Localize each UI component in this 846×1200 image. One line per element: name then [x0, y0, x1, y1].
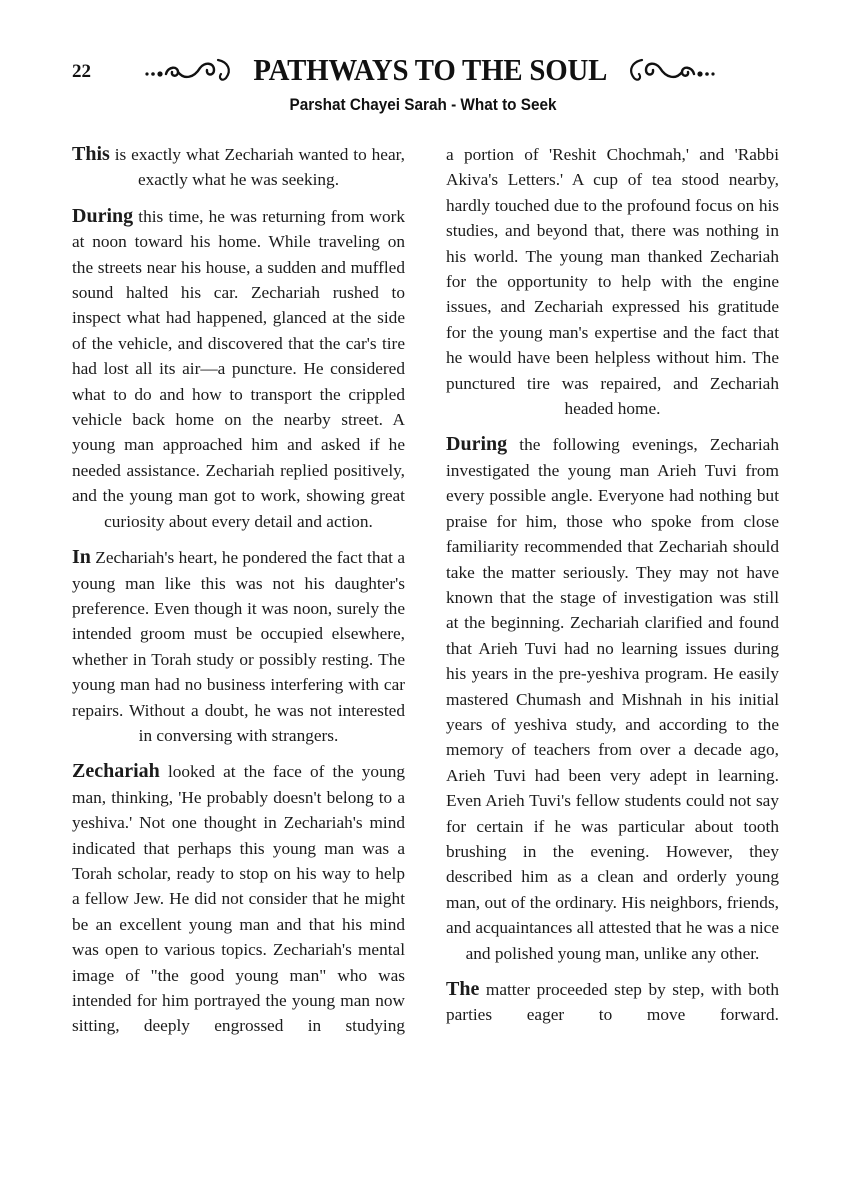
chapter-subtitle: Parshat Chayei Sarah - What to Seek: [289, 95, 557, 114]
lead-word: During: [72, 204, 134, 227]
paragraph: [446, 142, 779, 421]
left-column: [72, 142, 405, 1050]
paragraph-text: a portion of 'Reshit Chochmah,' and 'Rabbi Akiva's Letters.' A cup of tea stood nearby, hardly touched due to the profound focus on his studies, and beyond that, there was nothing in his world. The young man thanked Zechariah for the opportunity to help with the engine issues, and Zechariah expressed his gratitude for the young man's expertise and the fact that he would have been helpless without him. The punctured tire was repaired, and Zechariah headed home.: [446, 145, 779, 419]
paragraph-text: looked at the face of the young man, thinking, 'He probably doesn't belong to a yeshiva.' Not one thought in Zechariah's mind indicated that perhaps this young man was a Torah scholar, ready to stop on his way to help a fellow Jew. He did not consider that he might be an excellent young man and that his mind was open to various topics. Zechariah's mental image of "the good young man" who was intended for him portrayed the young man now sitting, deeply engrossed in studying: [72, 762, 405, 1036]
paragraph: [72, 759, 405, 1038]
paragraph-text: the following evenings, Zechariah investigated the young man Arieh Tuvi from every possible angle. Everyone had nothing but praise for him, those who spoke from close familiarity recommended that Zechariah should take the matter seriously. They may not have known that the stage of investigation was still at the beginning. Zechariah clarified and found that Arieh Tuvi had no learning issues during his years in the pre-yeshiva program. He easily mastered Chumash and Mishnah in his initial years of yeshiva study, and according to the memory of teachers from over a decade ago, Arieh Tuvi had been very adept in learning. Even Arieh Tuvi's fellow students could not say for certain if he was particular about tooth brushing in the evening. However, they described him as a clean and orderly young man, out of the ordinary. His neighbors, friends, and acquaintances all attested that he was a nice and polished young man, unlike any other.: [446, 435, 779, 963]
lead-word: This: [72, 143, 110, 165]
paragraph: [446, 977, 779, 1028]
lead-word: During: [446, 433, 508, 456]
paragraph: [446, 432, 779, 966]
paragraph: [72, 204, 405, 534]
paragraph-text: matter proceeded step by step, with both parties eager to move forward.: [446, 980, 779, 1025]
running-header: [130, 50, 730, 90]
ornament-flourish-right-icon: [624, 55, 716, 85]
ornament-flourish-left-icon: [144, 55, 236, 85]
lead-word: In: [72, 546, 91, 569]
paragraph-text: this time, he was returning from work at noon toward his home. While traveling on the streets near his house, a sudden and muffled sound halted his car. Zechariah rushed to inspect what had happened, glanced at the side of the vehicle, and discovered that the car's tire had lost all its air—a puncture. He considered what to do and how to transport the crippled vehicle back home on the nearby street. A young man approached him and asked if he needed assistance. Zechariah replied positively, and the young man got to work, showing great curiosity about every detail and action.: [72, 206, 405, 531]
right-column: [446, 142, 779, 1039]
book-title: PATHWAYS TO THE SOUL: [253, 52, 607, 87]
paragraph: [72, 142, 405, 193]
lead-word: Zechariah: [72, 760, 160, 783]
lead-word: The: [446, 978, 480, 1000]
paragraph: [72, 545, 405, 748]
paragraph-text: Zechariah's heart, he pondered the fact that a young man like this was not his daughter's preference. Even though it was noon, surely the intended groom must be occupied elsewhere, whether in Torah study or possibly resting. The young man had no business interfering with car repairs. Without a doubt, he was not interested in conversing with strangers.: [72, 548, 405, 745]
paragraph-text: is exactly what Zechariah wanted to hear, exactly what he was seeking.: [109, 145, 405, 190]
page-number: 22: [72, 61, 91, 82]
